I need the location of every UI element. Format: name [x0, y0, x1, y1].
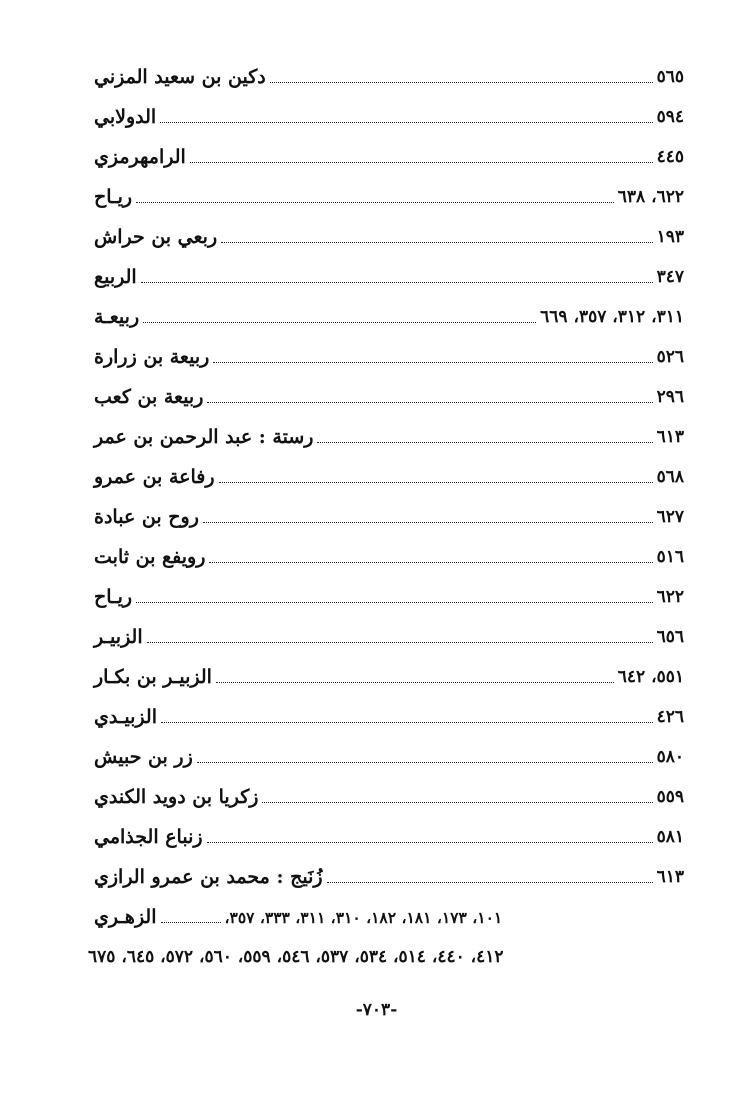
- index-entry: [88, 500, 688, 534]
- dotted-leader: [136, 602, 653, 603]
- dotted-leader: [160, 122, 652, 123]
- dotted-leader: [203, 522, 653, 523]
- dotted-leader: [262, 802, 652, 803]
- entry-name: الزبيـر: [94, 626, 143, 648]
- entry-name: روح بن عبادة: [94, 506, 199, 528]
- dotted-leader: [207, 402, 652, 403]
- dotted-leader: [216, 682, 614, 683]
- entry-name: الدولابي: [94, 106, 157, 128]
- index-entry: [88, 380, 688, 414]
- index-entry: [88, 900, 688, 934]
- entry-name: ريـاح: [94, 186, 133, 208]
- entry-name: الزهـري: [94, 906, 157, 928]
- entry-pages: ٥٩٤: [656, 107, 684, 127]
- dotted-leader: [270, 82, 653, 83]
- entry-pages: ٦٢٧: [656, 507, 684, 527]
- index-entry: [88, 300, 688, 334]
- index-entry: [88, 660, 688, 694]
- dotted-leader: [219, 482, 653, 483]
- dotted-leader: [213, 362, 652, 363]
- entry-pages: ٦١٣: [656, 867, 684, 887]
- entry-pages: ٦٢٢، ٦٣٨: [617, 187, 684, 207]
- entry-name: رفاعة بن عمرو: [94, 466, 215, 488]
- dotted-leader: [317, 442, 652, 443]
- entry-pages: ١٠١، ١٧٣، ١٨١، ١٨٢، ٣١٠، ٣١١، ٣٣٣، ٣٥٧،: [224, 907, 503, 927]
- index-entry: [88, 860, 688, 894]
- dotted-leader: [136, 202, 614, 203]
- entry-pages: ١٩٣: [656, 227, 684, 247]
- index-entry: [88, 220, 688, 254]
- entry-name: رويفع بن ثابت: [94, 546, 206, 568]
- dotted-leader: [161, 722, 653, 723]
- entry-pages: ٥١٦: [656, 547, 684, 567]
- dotted-leader: [327, 882, 653, 883]
- entry-name: الزبيـدي: [94, 706, 157, 728]
- entry-name: ريـاح: [94, 586, 133, 608]
- index-entry: [88, 580, 688, 614]
- index-entry: [88, 460, 688, 494]
- dotted-leader: [147, 642, 653, 643]
- index-entry: [88, 540, 688, 574]
- entry-pages: ٥٢٦: [656, 347, 684, 367]
- index-entry: [88, 820, 688, 854]
- entry-pages: ٥٥٩: [656, 787, 684, 807]
- entry-name: الربيع: [94, 266, 137, 288]
- entry-pages: ٦٢٢: [656, 587, 684, 607]
- entry-name: زنباع الجذامي: [94, 826, 203, 848]
- entry-name: زُنَيج : محمد بن عمرو الرازي: [94, 866, 323, 888]
- entry-name: دكين بن سعيد المزني: [94, 66, 266, 88]
- entry-name: ربعي بن حراش: [94, 226, 218, 248]
- index-entry: [88, 100, 688, 134]
- entry-pages: ٢٩٦: [656, 387, 684, 407]
- index-entry: [88, 620, 688, 654]
- dotted-leader: [190, 162, 653, 163]
- entry-pages: ٣٤٧: [656, 267, 684, 287]
- dotted-leader: [209, 562, 652, 563]
- entry-name: ربيعـة: [94, 306, 140, 328]
- entry-name: الرامهرمزي: [94, 146, 186, 168]
- index-entry: [88, 340, 688, 374]
- index-entry: [88, 780, 688, 814]
- dotted-leader: [221, 242, 652, 243]
- dotted-leader: [207, 842, 653, 843]
- dotted-leader: [161, 922, 221, 923]
- entry-name: زكريا بن دويد الكندي: [94, 786, 259, 808]
- index-entry: [88, 180, 688, 214]
- entry-pages: ٣١١، ٣١٢، ٣٥٧، ٦٦٩: [540, 307, 684, 327]
- entry-continuation: ٤١٢، ٤٤٠، ٥١٤، ٥٣٤، ٥٣٧، ٥٤٦، ٥٥٩، ٥٦٠، ٥٧٢، ٦٤٥، ٦٧٥: [88, 947, 504, 967]
- entry-name: ربيعة بن كعب: [94, 386, 204, 408]
- dotted-leader: [143, 322, 536, 323]
- entry-name: زر بن حبيش: [94, 746, 193, 768]
- entry-pages: ٥٨٠: [656, 747, 684, 767]
- index-entry: [88, 420, 688, 454]
- entry-name: ربيعة بن زرارة: [94, 346, 210, 368]
- index-entry: [88, 740, 688, 774]
- entry-name: رستة : عبد الرحمن بن عمر: [94, 426, 314, 448]
- entry-pages: ٦٥٦: [656, 627, 684, 647]
- entry-pages: ٥٦٨: [656, 467, 684, 487]
- entry-pages: ٥٨١: [656, 827, 684, 847]
- dotted-leader: [197, 762, 653, 763]
- dotted-leader: [141, 282, 653, 283]
- entry-pages: ٤٤٥: [656, 147, 684, 167]
- entry-pages: ٥٥١، ٦٤٢: [617, 667, 684, 687]
- entry-name: الزبيـر بن بكـار: [94, 666, 212, 688]
- index-entry: [88, 60, 688, 94]
- index-entry: [88, 700, 688, 734]
- entry-pages: ٦١٣: [656, 427, 684, 447]
- index-entry: [88, 140, 688, 174]
- page-number: -٧٠٣-: [355, 1000, 398, 1020]
- entry-pages: ٥٦٥: [656, 67, 684, 87]
- entry-pages: ٤٢٦: [656, 707, 684, 727]
- index-entry: [88, 260, 688, 294]
